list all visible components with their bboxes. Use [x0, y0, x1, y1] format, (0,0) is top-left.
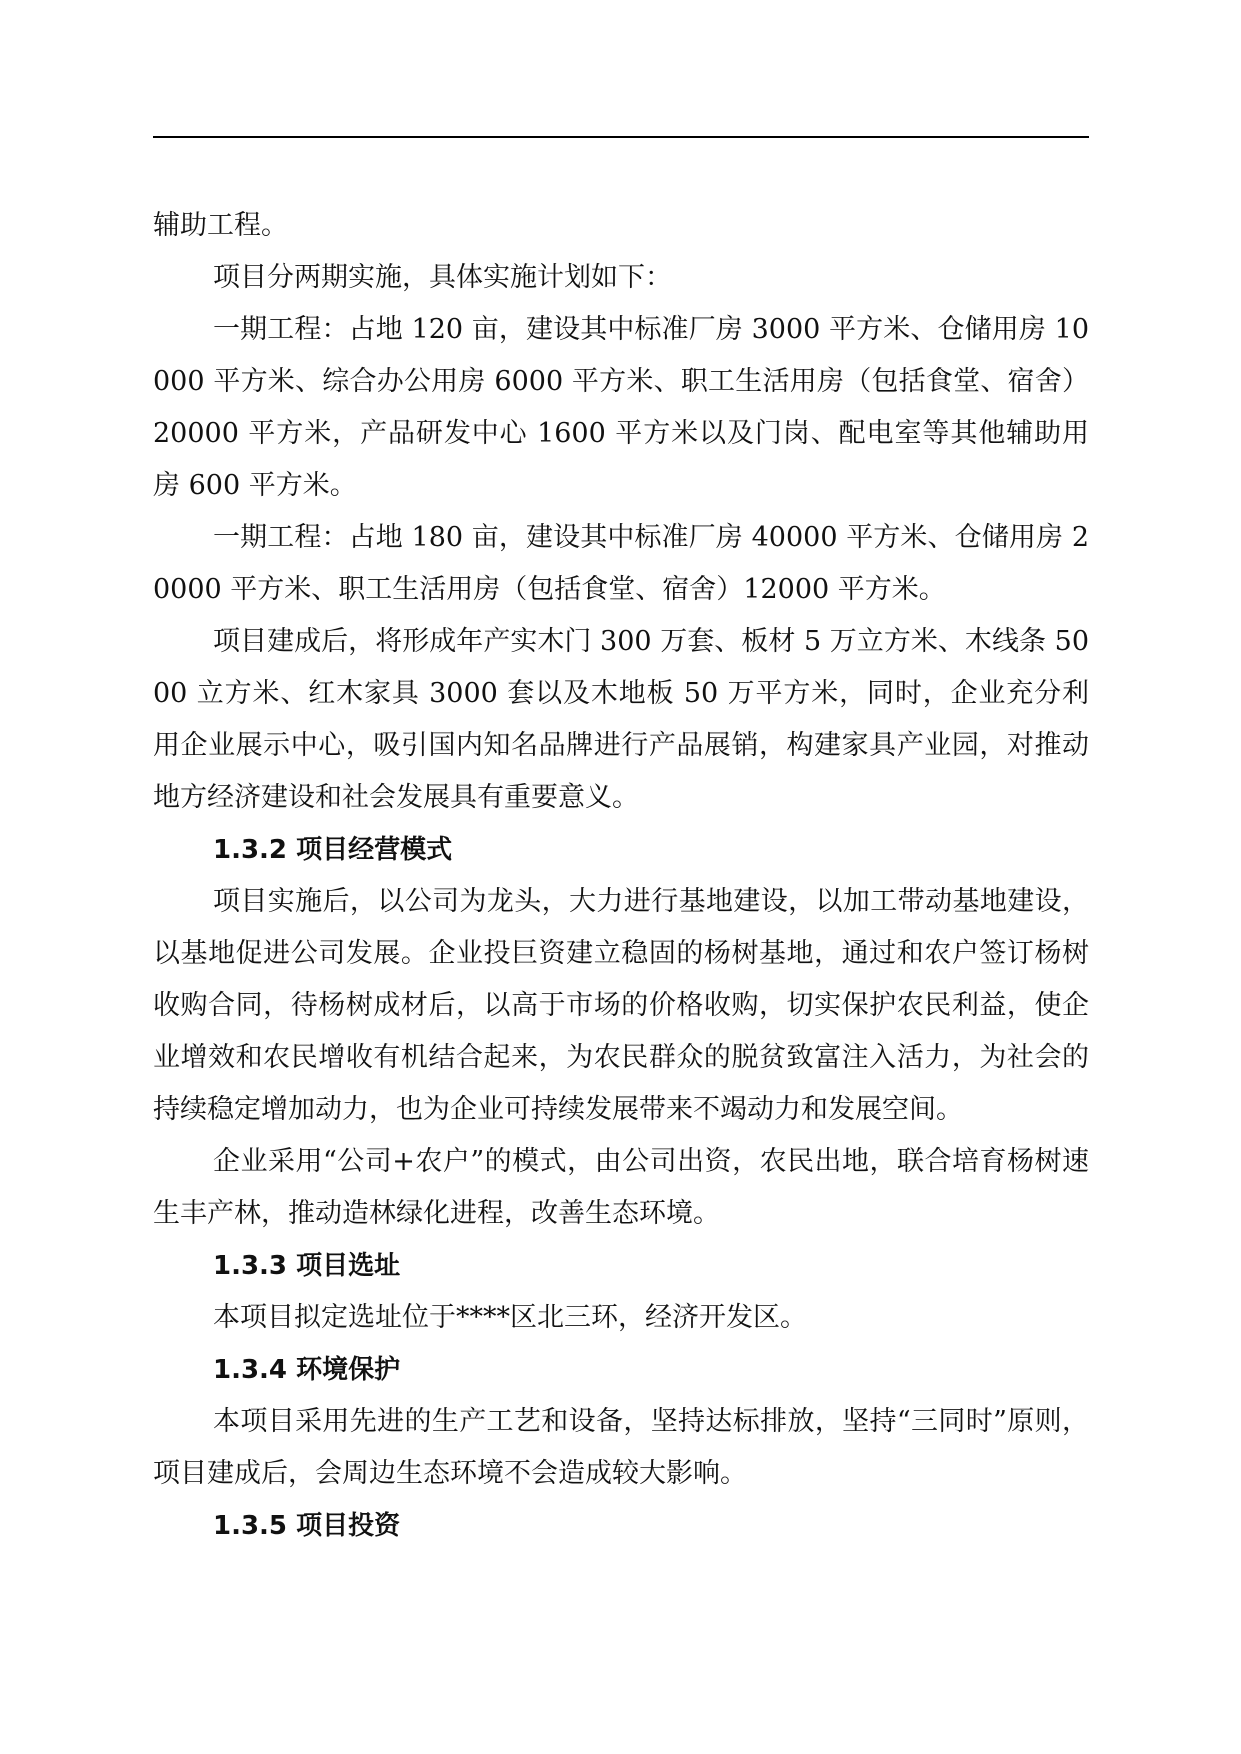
paragraph: 企业采用“公司+农户”的模式，由公司出资，农民出地，联合培育杨树速生丰产林，推动造林绿化进程，改善生态环境。	[153, 1146, 1089, 1229]
paragraph: 辅助工程。	[153, 210, 288, 241]
paragraph: 本项目拟定选址位于****区北三环，经济开发区。	[213, 1302, 807, 1333]
paragraph: 一期工程：占地 120 亩，建设其中标准厂房 3000 平方米、仓储用房 10000 平方米、综合办公用房 6000 平方米、职工生活用房（包括食堂、宿舍）20000 平方米，产品研发中心 1600 平方米以及门岗、配电室等其他辅助用房 600 平方米。	[153, 314, 1089, 501]
section-heading: 1.3.3 项目选址	[213, 1251, 401, 1281]
paragraph: 本项目采用先进的生产工艺和设备，坚持达标排放，坚持“三同时”原则，项目建成后，会周边生态环境不会造成较大影响。	[153, 1406, 1089, 1489]
paragraph: 项目分两期实施，具体实施计划如下：	[213, 262, 672, 293]
section-heading: 1.3.2 项目经营模式	[213, 835, 453, 865]
paragraph: 一期工程：占地 180 亩，建设其中标准厂房 40000 平方米、仓储用房 20000 平方米、职工生活用房（包括食堂、宿舍）12000 平方米。	[153, 522, 1089, 605]
paragraph: 项目实施后，以公司为龙头，大力进行基地建设，以加工带动基地建设，以基地促进公司发展。企业投巨资建立稳固的杨树基地，通过和农户签订杨树收购合同，待杨树成材后，以高于市场的价格收购，切实保护农民利益，使企业增效和农民增收有机结合起来，为农民群众的脱贫致富注入活力，为社会的持续稳定增加动力，也为企业可持续发展带来不竭动力和发展空间。	[153, 886, 1089, 1125]
section-heading: 1.3.5 项目投资	[213, 1511, 401, 1541]
document-body	[153, 200, 1089, 1552]
paragraph: 项目建成后，将形成年产实木门 300 万套、板材 5 万立方米、木线条 5000 立方米、红木家具 3000 套以及木地板 50 万平方米，同时，企业充分利用企业展示中心，吸引国内知名品牌进行产品展销，构建家具产业园，对推动地方经济建设和社会发展具有重要意义。	[153, 626, 1089, 813]
header-rule	[153, 136, 1089, 138]
section-heading: 1.3.4 环境保护	[213, 1355, 401, 1385]
